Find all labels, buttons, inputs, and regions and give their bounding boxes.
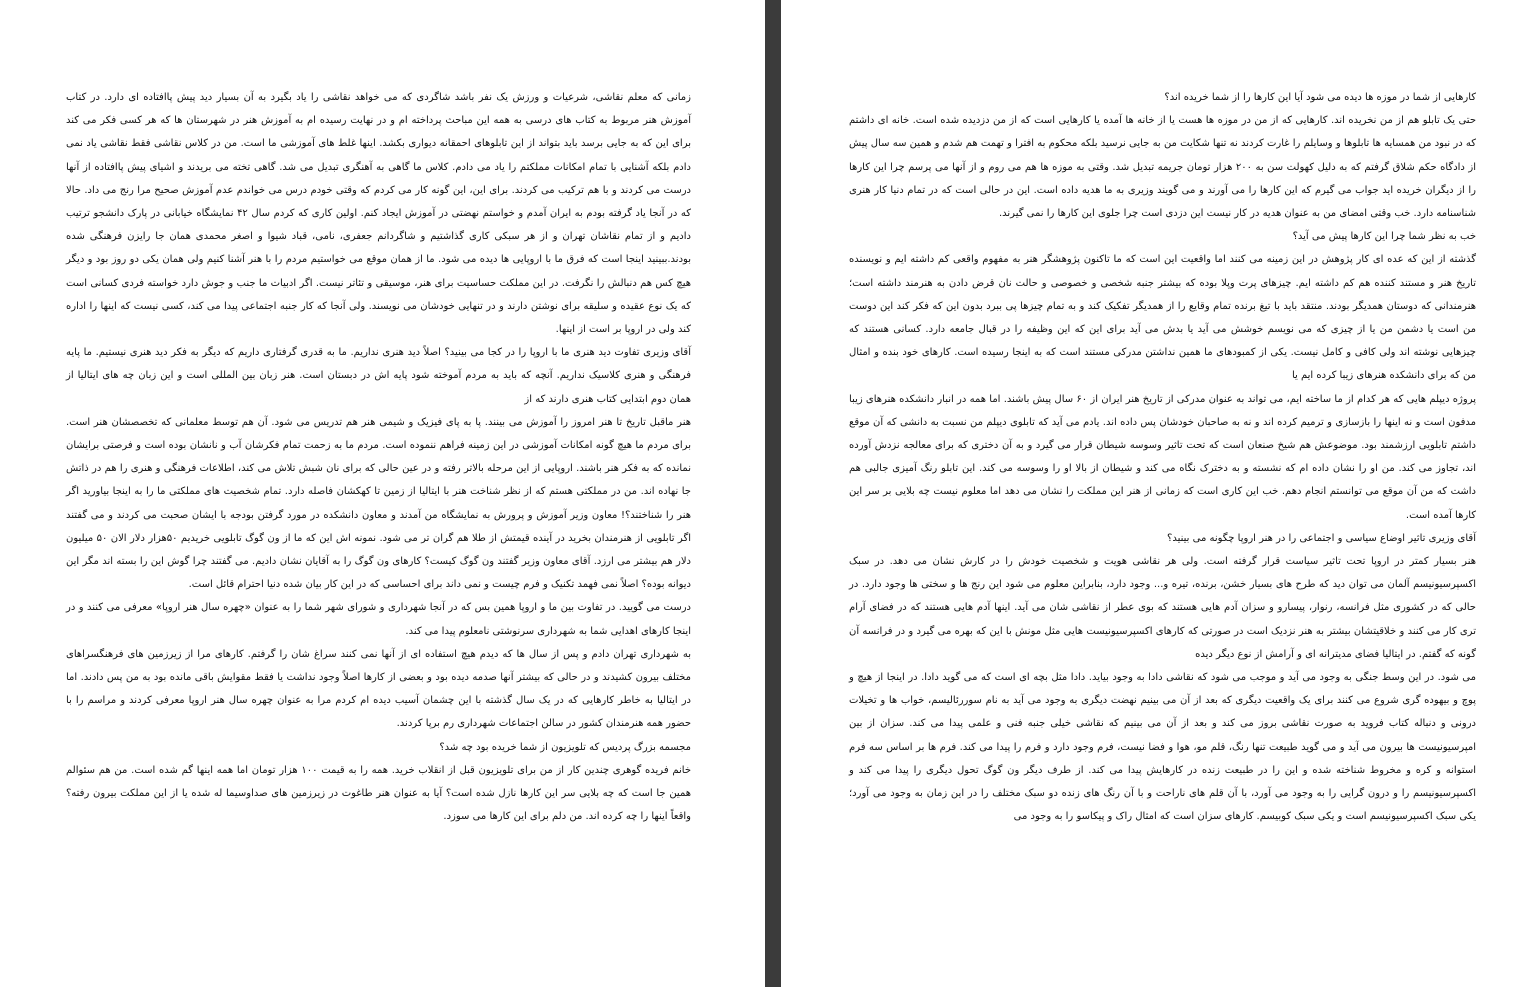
paragraph: به شهرداری تهران دادم و پس از سال ها که دیدم هیچ استفاده ای از آنها نمی کنند سراغ شان را گرفتم. کارهای مرا از زیرزمین های فرهنگسراهای مختلف بیرون کشیدند و در حالی که بیشتر آنها صدمه دیده بود و بعضی از کارها اصلاً وجود نداشت یا فقط مقوایش باقی مانده بود به من پس دادند. اما در ایتالیا به خاطر کارهایی که در یک سال گذشته با این چشمان آسیب دیده ام کردم مرا به عنوان چهره سال هنر اروپا معرفی کردند و مراسم را با حضور همه هنرمندان کشور در سالن اجتماعات شهرداری رم برپا کردند. [66, 648, 691, 730]
paragraph: می شود. در این وسط جنگی به وجود می آید و موجب می شود که نقاشی دادا به وجود بیاید. دادا مثل بچه ای است که می گوید دادا. در اینجا از هیچ و پوچ و بیهوده گری شروع می کنند برای یک واقعیت دیگری که بعد از آن می بینیم نهضت دیگری به وجود می آید به نام سوررئالیسم، خواب ها و تخیلات درونی و دنباله کتاب فروید به صورت نقاشی بروز می کند و بعد از آن می بینیم که نقاشی خیلی جنبه فنی و علمی پیدا می کند. سزان از بین امپرسیونیست ها بیرون می آید و می گوید طبیعت تنها رنگ، قلم مو، هوا و فضا نیست، فرم وجود دارد و فرم را پیدا می کند. فرم ها بر اساس سه فرم استوانه و کره و مخروط شناخته شده و این را در طبیعت زنده در کارهایش پیدا می کند. از طرف دیگر ون گوگ تحول دیگری را پیدا می کند و اکسپرسیونیسم را و درون گرایی را به وجود می آورد، با آن قلم های ناراحت و با آن رنگ های زنده دو سبک مختلف را در این زمان به وجود می آورد؛ یکی سبک اکسپرسیونیسم است و یکی سبک کوبیسم. کارهای سزان است که امثال راک و پیکاسو را به وجود می [849, 672, 1476, 823]
paragraph: درست می گویید. در تفاوت بین ما و اروپا همین بس که در آنجا شهرداری و شورای شهر شما را به عنوان «چهره سال هنر اروپا» معرفی می کنند و در اینجا کارهای اهدایی شما به شهرداری سرنوشتی نامعلوم پیدا می کند. [66, 602, 691, 637]
paragraph: خب به نظر شما چرا این کارها پیش می آید؟ [1292, 231, 1476, 243]
right-page [781, 0, 1536, 987]
paragraph: آقای وزیری تاثیر اوضاع سیاسی و اجتماعی را در هنر اروپا چگونه می بینید؟ [1167, 532, 1476, 544]
right-page-text [849, 86, 1476, 829]
left-page [0, 0, 765, 987]
paragraph: خانم فریده گوهری چندین کار از من برای تلویزیون قبل از انقلاب خرید. همه را به قیمت ۱۰۰ هزار تومان اما همه اینها گم شده است. من هم سئوالم همین جا است که چه بلایی سر این کارها نازل شده است؟ آیا به عنوان هنر طاغوت در زیرزمین های صداوسیما له شده یا از این مملکت بیرون رفته؟ واقعاً اینها را چه کرده اند. من دلم برای این کارها می سوزد. [66, 764, 692, 823]
paragraph: کارهایی از شما در موزه ها دیده می شود آیا این کارها را از شما خریده اند؟ [1164, 92, 1476, 103]
left-page-text [66, 86, 691, 829]
paragraph: پروژه دیپلم هایی که هر کدام از ما ساخته ایم، می تواند به عنوان مدرکی از تاریخ هنر ایران از ۶۰ سال پیش باشند. اما همه در انبار دانشکده هنرهای زیبا مدفون است و نه اینها را بازسازی و ترمیم کرده اند و نه به صاحبان خودشان پس داده اند. یادم می آید که تابلوی دیپلم من نسبت به دانشی که آن موقع داشتم تابلویی ارزشمند بود. موضوعش هم شیخ صنعان است که تحت تاثیر وسوسه شیطان قرار می گیرد و به آن دختری که برای معالجه نزدش آورده اند، تجاوز می کند. من او را نشان داده ام که نشسته و به دخترک نگاه می کند و شیطان از بالا او را وسوسه می کند. این تابلو رنگ آمیزی جالبی هم داشت که من آن موقع می توانستم انجام دهم. خب این کاری است که زمانی از هنر این مملکت را نشان می دهد اما معلوم نیست چه بلایی بر سر این کارها آمده است. [849, 393, 1476, 521]
paragraph: آقای وزیری تفاوت دید هنری ما با اروپا را در کجا می بینید؟ اصلاً دید هنری نداریم. ما به قدری گرفتاری داریم که دیگر به فکر دید هنری نیستیم. ما پایه فرهنگی و هنری کلاسیک نداریم. آنچه که باید به مردم آموخته شود پایه اش در دبستان است. هنر زبان بین المللی است و این زبان چه های ایتالیا از همان دوم ابتدایی کتاب هنری دارند که از [66, 347, 691, 405]
paragraph: هنر ماقبل تاریخ تا هنر امروز را آموزش می بینند. پا به پای فیزیک و شیمی هنر هم تدریس می شود. آن هم توسط معلمانی که تخصصشان هنر است. برای مردم ما هیچ گونه امکانات آموزشی در این زمینه فراهم ننموده است. مردم ما به زحمت تمام فکرشان آب و نانشان بوده است و فرصتی برایشان نمانده که به فکر هنر باشند. اروپایی از این مرحله بالاتر رفته و در عین حالی که برای نان شبش تلاش می کند، اطلاعات فرهنگی و هنری را هم در ذاتش جا نهاده اند. من در مملکتی هستم که از نظر شناخت هنر با ایتالیا از زمین تا کهکشان فاصله دارد. تمام شخصیت های مملکتی ما را به اینجا بیاورید اگر هنر را شناختند؟! معاون وزیر آموزش و پرورش به نمایشگاه من آمدند و معاون دانشکده در مورد گرفتن بودجه با ایشان صحبت می کردند و می گفتند اگر تابلویی از هنرمندان بخرید در آینده قیمتش از طلا هم گران تر می شود. نمونه اش این که ما از ون گوگ تابلویی خریدیم ۵۰هزار دلار الان ۵۰ میلیون دلار هم بیشتر می ارزد. آقای معاون وزیر گفتند ون گوگ کیست؟ کارهای ون گوگ را به آقایان نشان دادیم. می گفتند چرا گوش این را بسته اند مگر این دیوانه بوده؟ اصلاً نمی فهمد تکنیک و فرم چیست و نمی داند برای احساسی که در این کار بیان شده دنیا احترام قائل است. [66, 416, 691, 591]
paragraph: مجسمه بزرگ پردیس که تلویزیون از شما خریده بود چه شد؟ [439, 741, 691, 753]
paragraph: هنر بسیار کمتر در اروپا تحت تاثیر سیاست قرار گرفته است. ولی هر نقاشی هویت و شخصیت خودش را در کارش نشان می دهد. در سبک اکسپرسیونیسم آلمان می توان دید که طرح های بسیار خشن، برنده، تیره و... وجود دارد، بنابراین معلوم می شود این رنج ها و سختی ها وجود دارد. در حالی که در کشوری مثل فرانسه، رنوار، پیسارو و سزان آدم هایی هستند که بوی عطر از نقاشی شان می آید. اینها آدم هایی هستند که در فضای آرام تری کار می کنند و خلاقیتشان بیشتر به هنر نزدیک است در صورتی که کارهای اکسپرسیونیست هایی مثل مونش با این که بهره می گیرد و در فرانسه آن گونه که گفتم. در ایتالیا فضای مدیترانه ای و آرامش از نوع دیگر دیده [849, 556, 1476, 660]
paragraph: حتی یک تابلو هم از من نخریده اند. کارهایی که از من در موزه ها هست یا از خانه ها آمده یا کارهایی است که از من دزدیده شده است. خانه ای داشتم که در نبود من همسایه ها تابلوها و وسایلم را غارت کردند نه تنها شکایت من به جایی نرسید بلکه محکوم به افترا و تهمت هم شدم و همین سه سال پیش از دادگاه حکم شلاق گرفتم که به دلیل کهولت سن به ۲۰۰ هزار تومان جریمه تبدیل شد. وقتی به موزه ها هم می روم و از آنها می پرسم چرا این کارها را از دیگران خریده اید جواب می گیرم که این کارها را می آورند و می گویند وزیری به ما هدیه داده است. این در حالی است که در تمام دنیا کار هنری شناسنامه دارد. خب وقتی امضای من به عنوان هدیه در کار نیست این دزدی است چرا جلوی این کارها را نمی گیرند. [849, 115, 1476, 220]
paragraph: زمانی که معلم نقاشی، شرعیات و ورزش یک نفر باشد شاگردی که می خواهد نقاشی را یاد بگیرد به آن بسیار دید پیش پاافتاده ای دارد. در کتاب آموزش هنر مربوط به کتاب های درسی به همه این مباحث پرداخته ام و در نهایت رسیده ام به آموزش هنر در شهرستان ها که هر کسی فکر می کند برای این که به جایی برسد باید بتواند از این تابلوهای احمقانه دیواری بکشد. اینها غلط های آموزشی ما است. من در کلاس نقاشی فقط نقاشی یاد نمی دادم بلکه آشنایی با تمام امکانات مملکتم را یاد می دادم. کلاس ما گاهی به آهنگری تبدیل می شد. گاهی تخته می بریدند و اشیای پیش پاافتاده از آنها درست می کردند و با هم ترکیب می کردند. برای این، این گونه کار می کردم که وقتی خودم درس می خواندم عدم آموزش صحیح مرا رنج می داد. حالا که در آنجا یاد گرفته بودم به ایران آمدم و خواستم نهضتی در آموزش ایجاد کنم. اولین کاری که کردم سال ۴۲ نمایشگاه خیابانی در پارک دانشجو ترتیب دادیم و از تمام نقاشان تهران و از هر سبکی کاری گذاشتیم و شاگردانم جعفری، نامی، قباد شیوا و اصغر محمدی همان جا رایزن فرهنگی شده بودند.ببینید اینجا است که فرق ما با اروپایی ها دیده می شود. ما از همان موقع می خواستیم مردم را با هنر آشنا کنیم ولی همان یکی دو روز بود و دیگر هیچ کس هم دنبالش را نگرفت. در این مملکت حساسیت برای هنر، موسیقی و تئاتر نیست. اگر ادبیات ما جنب و جوش دارد خواسته فردی کسانی است که یک نوع عقیده و سلیقه برای نوشتن دارند و در تنهایی خودشان می نویسند. ولی آنجا که کار جنبه اجتماعی پیدا می کند، کسی نیست که اینها را اداره کند ولی در اروپا بر است از اینها. [66, 92, 691, 336]
page-divider [765, 0, 781, 987]
paragraph: گذشته از این که عده ای کار پژوهش در این زمینه می کنند اما واقعیت این است که ما تاکنون پژوهشگر هنر به مفهوم واقعی کم داشته ایم و نویسنده تاریخ هنر و مستند کننده هم کم داشته ایم. چیزهای پرت وپلا بوده که بیشتر جنبه شخصی و خصوصی و حالت نان قرض دادن به هنرمند داشته است؛ هنرمندانی که دوستان همدیگر بودند. منتقد باید با تیغ برنده تمام وقایع را از همدیگر تفکیک کند و به تمام چیزها پی ببرد بدون این که فکر کند این دوست من است یا دشمن من یا از چیزی که می نویسم خوشش می آید یا بدش می آید برای این که این وظیفه را در قبال جامعه دارد. کسانی هستند که چیزهایی نوشته اند ولی کافی و کامل نیست. یکی از کمبودهای ما همین نداشتن مدرکی مستند است که به اینجا رسیده است. کارهای خود بنده و امثال من که برای دانشکده هنرهای زیبا کرده ایم یا [849, 254, 1476, 382]
